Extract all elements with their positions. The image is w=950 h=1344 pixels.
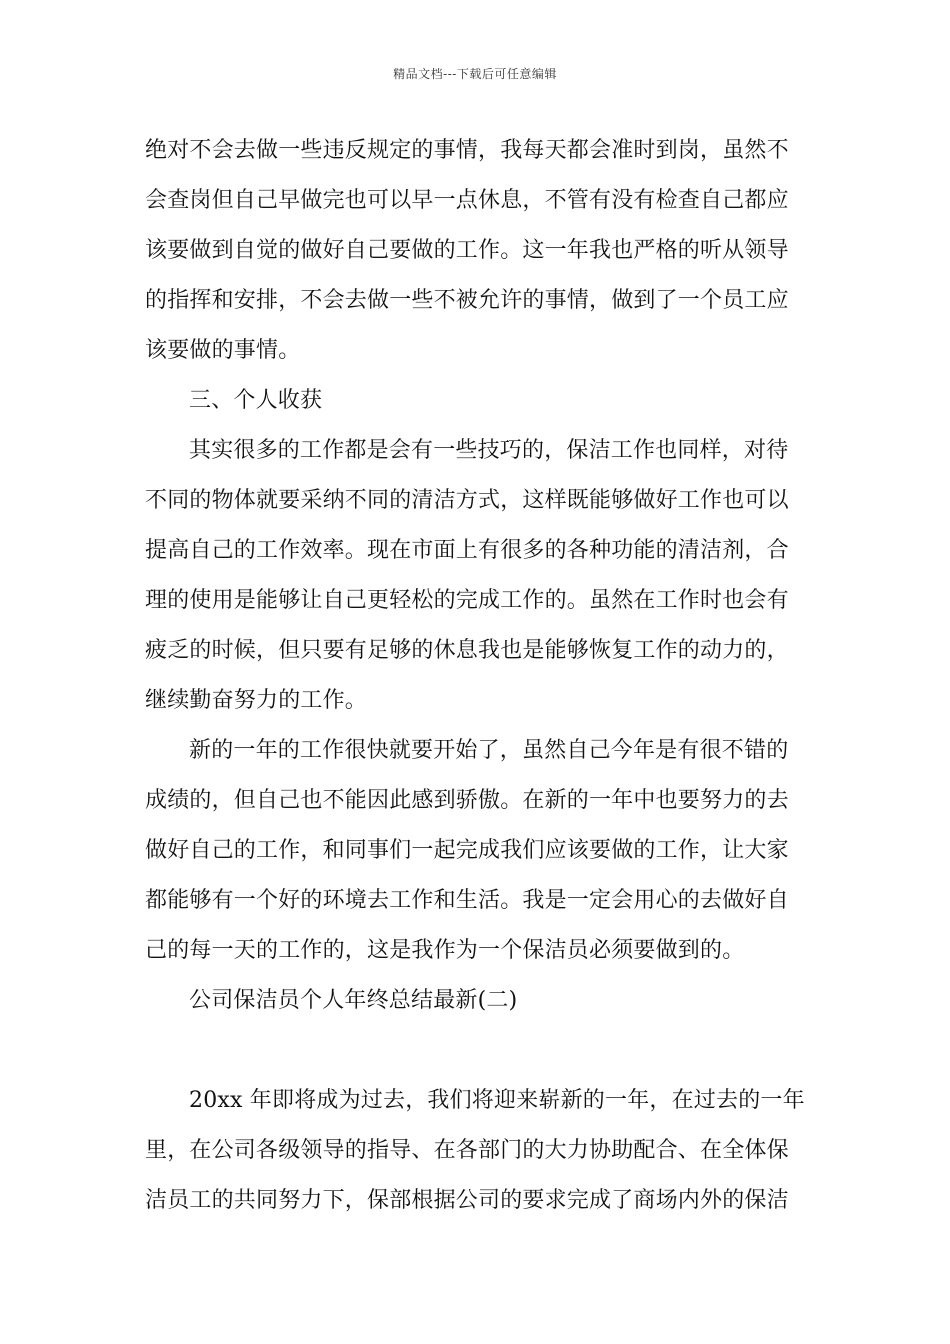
paragraph-line: 疲乏的时候，但只要有足够的休息我也是能够恢复工作的动力的， xyxy=(145,638,789,663)
blank-line xyxy=(145,1026,805,1076)
paragraph-3 xyxy=(145,726,805,976)
document-body xyxy=(145,126,805,1226)
paragraph-line: 绝对不会去做一些违反规定的事情，我每天都会准时到岗，虽然不 xyxy=(145,138,789,163)
section-heading-personal-gains: 三、个人收获 xyxy=(189,388,323,413)
paragraph-line: 都能够有一个好的环境去工作和生活。我是一定会用心的去做好自 xyxy=(145,888,789,913)
paragraph-line: 会查岗但自己早做完也可以早一点休息，不管有没有检查自己都应 xyxy=(145,188,789,213)
paragraph-line: 理的使用是能够让自己更轻松的完成工作的。虽然在工作时也会有 xyxy=(145,588,789,613)
paragraph-line: 己的每一天的工作的，这是我作为一个保洁员必须要做到的。 xyxy=(145,938,745,963)
paragraph-4 xyxy=(145,1076,805,1226)
page-header: 精品文档---下载后可任意编辑 xyxy=(393,67,557,81)
paragraph-line: 20xx 年即将成为过去，我们将迎来崭新的一年，在过去的一年 xyxy=(189,1088,805,1113)
paragraph-line: 不同的物体就要采纳不同的清洁方式，这样既能够做好工作也可以 xyxy=(145,488,789,513)
paragraph-line: 该要做到自觉的做好自己要做的工作。这一年我也严格的听从领导 xyxy=(145,238,789,263)
paragraph-line: 其实很多的工作都是会有一些技巧的，保洁工作也同样，对待 xyxy=(189,438,789,463)
paragraph-line: 提高自己的工作效率。现在市面上有很多的各种功能的清洁剂，合 xyxy=(145,538,789,563)
paragraph-line: 的指挥和安排，不会去做一些不被允许的事情，做到了一个员工应 xyxy=(145,288,789,313)
paragraph-line: 做好自己的工作，和同事们一起完成我们应该要做的工作，让大家 xyxy=(145,838,789,863)
paragraph-line: 洁员工的共同努力下，保部根据公司的要求完成了商场内外的保洁 xyxy=(145,1188,789,1213)
paragraph-line: 成绩的，但自己也不能因此感到骄傲。在新的一年中也要努力的去 xyxy=(145,788,789,813)
paragraph-line: 继续勤奋努力的工作。 xyxy=(145,688,368,713)
paragraph-line: 新的一年的工作很快就要开始了，虽然自己今年是有很不错的 xyxy=(189,738,789,763)
paragraph-2 xyxy=(145,426,805,726)
paragraph-line: 里，在公司各级领导的指导、在各部门的大力协助配合、在全体保 xyxy=(145,1138,789,1163)
document-subtitle: 公司保洁员个人年终总结最新(二) xyxy=(189,988,518,1013)
paragraph-1 xyxy=(145,126,805,376)
paragraph-line: 该要做的事情。 xyxy=(145,338,301,363)
